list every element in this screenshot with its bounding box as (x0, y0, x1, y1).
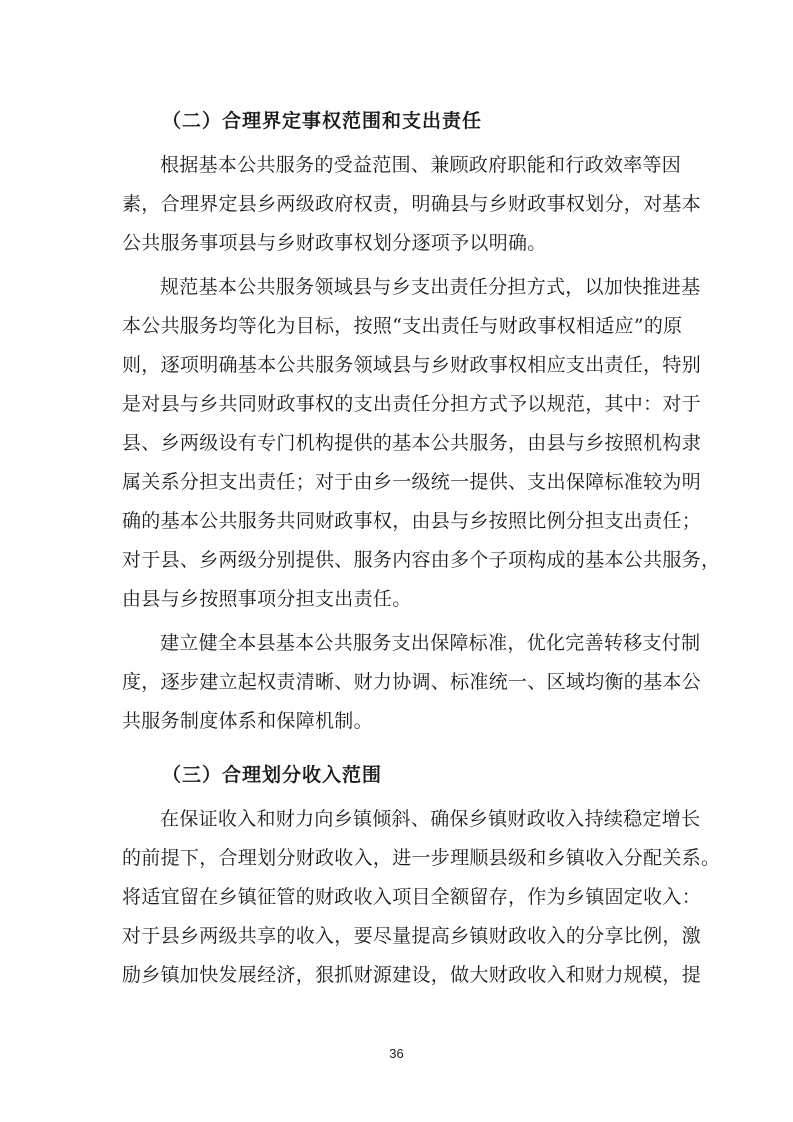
paragraph-line: 则，逐项明确基本公共服务领域县与乡财政事权相应支出责任，特别 (122, 354, 702, 376)
paragraph-line: 共服务制度体系和保障机制。 (122, 710, 373, 732)
paragraph-line: 励乡镇加快发展经济，狠抓财源建设，做大财政收入和财力规模，提 (122, 964, 702, 986)
paragraph-line: 属关系分担支出责任；对于由乡一级统一提供、支出保障标准较为明 (122, 471, 702, 493)
paragraph-line: 素，合理界定县乡两级政府权责，明确县与乡财政事权划分，对基本 (122, 193, 702, 215)
paragraph-line: 的前提下，合理划分财政收入，进一步理顺县级和乡镇收入分配关系。 (122, 847, 721, 869)
paragraph-line: 对于县、乡两级分别提供、服务内容由多个子项构成的基本公共服务， (122, 549, 721, 571)
paragraph-line: 将适宜留在乡镇征管的财政收入项目全额留存，作为乡镇固定收入： (122, 886, 702, 908)
paragraph-line: 根据基本公共服务的受益范围、兼顾政府职能和行政效率等因 (160, 154, 682, 176)
section-heading-3: （三）合理划分收入范围 (162, 764, 383, 786)
paragraph-line: 在保证收入和财力向乡镇倾斜、确保乡镇财政收入持续稳定增长 (160, 808, 701, 830)
paragraph-line: 本公共服务均等化为目标，按照“支出责任与财政事权相适应”的原 (122, 315, 683, 337)
page-number: 36 (389, 1046, 404, 1061)
paragraph-line: 规范基本公共服务领域县与乡支出责任分担方式，以加快推进基 (160, 276, 701, 298)
paragraph-line: 公共服务事项县与乡财政事权划分逐项予以明确。 (122, 232, 547, 254)
paragraph-line: 建立健全本县基本公共服务支出保障标准，优化完善转移支付制 (160, 632, 701, 654)
paragraph-line: 县、乡两级设有专门机构提供的基本公共服务，由县与乡按照机构隶 (122, 432, 702, 454)
paragraph-line: 由县与乡按照事项分担支出责任。 (122, 588, 412, 610)
paragraph-line: 是对县与乡共同财政事权的支出责任分担方式予以规范，其中：对于 (122, 393, 702, 415)
paragraph-line: 度，逐步建立起权责清晰、财力协调、标准统一、区域均衡的基本公 (122, 671, 702, 693)
paragraph-line: 确的基本公共服务共同财政事权，由县与乡按照比例分担支出责任； (122, 510, 702, 532)
section-heading-2: （二）合理界定事权范围和支出责任 (162, 110, 483, 132)
paragraph-line: 对于县乡两级共享的收入，要尽量提高乡镇财政收入的分享比例，激 (122, 925, 702, 947)
